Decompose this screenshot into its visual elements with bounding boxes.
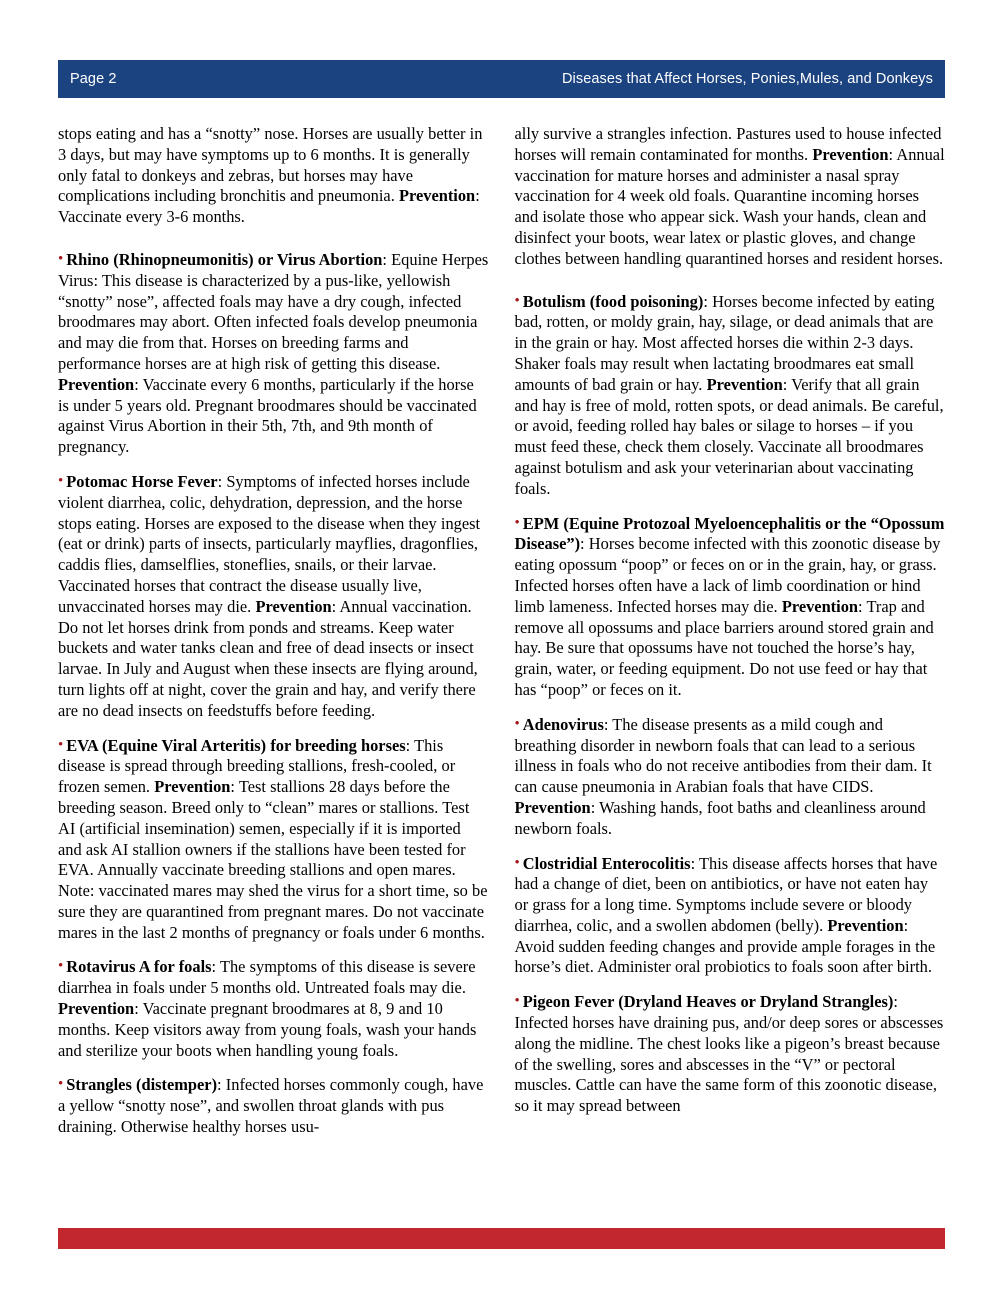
paragraph-continued-intro <box>58 124 489 228</box>
prevention-label: Prevention <box>781 596 859 616</box>
prevention-label: Prevention <box>58 999 135 1019</box>
disease-heading: Potomac Horse Fever <box>66 471 218 491</box>
prevention-text: : Trap and remove all opossums and place barriers around stored grain and hay. Be sure that opossums have not touched the horse’s hay, grain, water, or feeding equipment. Do not use feed or hay that has “poop” or feces on it. <box>514 596 934 699</box>
right-text-column <box>515 124 946 1209</box>
disease-heading: Rotavirus A for foals <box>66 957 212 977</box>
disease-heading: EPM (Equine Protozoal Myeloencephalitis or the “Opossum Disease”) <box>514 513 945 554</box>
paragraph-text: : The disease presents as a mild cough and breathing disorder in newborn foals that can lead to a serious illness in foals who do not receive antibodies from their dam. It can cause pneumonia in Arabian foals that have CIDS. <box>514 714 932 797</box>
prevention-text: : Test stallions 28 days before the breeding season. Breed only to “clean” mares or stallions. Test AI (artificial insemination) semen, especially if it is imported and ask AI stallion owners if the stallions have been tested for EVA. Annually vaccinate breeding stallions and open mares. Note: vaccinated mares may shed the virus for a short time, so be sure they are quarantined from pregnant mares. Do not vaccinate mares in the last 2 months of pregnancy or foals under 6 months. <box>58 777 488 942</box>
paragraph-text: : Symptoms of infected horses include violent diarrhea, colic, dehydration, depression, and the horse stops eating. Horses are exposed to the disease when they ingest (eat or drink) parts of insects, particularly mayflies, dragonflies, caddis flies, damselflies, stoneflies, snails, or their larvae. Vaccinated horses that contract the disease usually live, unvaccinated horses may die. <box>58 471 481 616</box>
prevention-label: Prevention <box>255 596 332 616</box>
bullet-icon: • <box>514 292 520 309</box>
prevention-text: : Vaccinate pregnant broodmares at 8, 9 and 10 months. Keep visitors away from young foals, wash your hands and sterilize your boots when handling young foals. <box>58 999 477 1060</box>
disease-heading: Pigeon Fever (Dryland Heaves or Dryland Strangles) <box>522 992 894 1012</box>
bullet-icon: • <box>514 715 520 732</box>
prevention-label: Prevention <box>154 777 231 797</box>
bullet-icon: • <box>514 514 520 531</box>
page-number-label: Page 2 <box>70 71 117 87</box>
paragraph-text: : This disease affects horses that have had a change of diet, been on antibiotics, or have not eaten hay or grass for a long time. Symptoms include severe or bloody diarrhea, colic, and a swollen abdomen (belly). <box>514 853 938 935</box>
prevention-label: Prevention <box>58 374 135 394</box>
bullet-icon: • <box>514 854 520 871</box>
paragraph-text: : Equine Herpes Virus: This disease is characterized by a pus-like, yellowish “snotty” nose”, affected foals may have a dry cough, infected broodmares may abort. Often infected foals develop pneumonia and may die from that. Horses on breeding farms and performance horses are at high risk of getting this disease. <box>58 249 489 373</box>
prevention-text: : Vaccinate every 6 months, particularly if the horse is under 5 years old. Pregnant broodmares should be vaccinated against Virus Abortion in their 5th, 7th, and 9th month of pregnancy. <box>58 374 477 457</box>
paragraph-pigeon-fever <box>515 992 946 1117</box>
document-title: Diseases that Affect Horses, Ponies,Mules, and Donkeys <box>561 71 933 87</box>
paragraph-clostridial-enterocolitis <box>515 854 946 979</box>
prevention-label: Prevention <box>514 797 591 817</box>
page-header-band <box>58 60 945 98</box>
paragraph-potomac-horse-fever <box>58 472 489 722</box>
paragraph-text: ally survive a strangles infection. Pastures used to house infected horses will remain contaminated for months. <box>514 124 942 164</box>
prevention-text: : Verify that all grain and hay is free of mold, rotten spots, or dead animals. Be careful, or avoid, feeding rolled hay bales or silage to horses – if you must feed these, check them closely. Vaccinate all broodmares against botulism and ask your veterinarian about vaccinating foals. <box>514 374 944 498</box>
paragraph-text: : This disease is spread through breeding stallions, fresh-cooled, or frozen semen. <box>58 735 456 797</box>
paragraph-text: : Infected horses commonly cough, have a yellow “snotty nose”, and swollen throat glands with pus draining. Otherwise healthy horses usu- <box>58 1075 484 1137</box>
paragraph-strangles <box>58 1075 489 1137</box>
bullet-icon: • <box>514 993 520 1010</box>
bullet-icon: • <box>58 1076 64 1093</box>
paragraph-text: : Infected horses have draining pus, and/or deep sores or abscesses along the midline. The chest looks like a pigeon’s breast because of the swelling, sores and abscesses in the “V” or pectoral muscles. Cattle can have the same form of this zoonotic disease, so it may spread between <box>514 992 944 1116</box>
page-footer-band <box>58 1228 945 1249</box>
prevention-label: Prevention <box>399 186 476 206</box>
bullet-icon: • <box>58 472 64 489</box>
paragraph-text: : The symptoms of this disease is severe diarrhea in foals under 5 months old. Untreated foals may die. <box>58 957 476 998</box>
bullet-icon: • <box>58 958 64 975</box>
prevention-label: Prevention <box>827 915 904 935</box>
prevention-text: : Annual vaccination for mature horses and administer a nasal spray vaccination for 4 week old foals. Quarantine incoming horses and isolate those who appear sick. Wash your hands, clean and disinfect your boots, wear latex or plastic gloves, and change clothes between handling quarantined horses and resident horses. <box>514 144 945 268</box>
disease-heading: Botulism (food poisoning) <box>522 291 704 311</box>
paragraph-epm <box>515 514 946 701</box>
bullet-icon: • <box>58 250 64 267</box>
paragraph-rhino <box>58 250 489 458</box>
paragraph-text: : Horses become infected by eating bad, rotten, or moldy grain, hay, silage, or dead animals that are in the grain or hay. Most affected horses die within 2-3 days. Shaker foals may result when lactating broodmares eat small amounts of bad grain or hay. <box>514 291 935 394</box>
paragraph-text: stops eating and has a “snotty” nose. Horses are usually better in 3 days, but may have symptoms up to 6 months. It is generally only fatal to donkeys and zebras, but horses may have complications including bronchitis and pneumonia. <box>58 124 483 206</box>
paragraph-adenovirus <box>515 715 946 840</box>
prevention-text: : Annual vaccination. Do not let horses drink from ponds and streams. Keep water buckets and water tanks clean and free of dead insects or insect larvae. In July and August when these insects are flying around, turn lights off at night, cover the grain and hay, and verify there are no dead insects on feedstuffs before feeding. <box>58 596 478 720</box>
paragraph-botulism <box>515 292 946 500</box>
paragraph-text: : Horses become infected with this zoonotic disease by eating opossum “poop” or feces on or in the grain, hay, or grass. Infected horses often have a lack of limb coordination or hind limb lameness. Infected horses may die. <box>514 534 941 616</box>
left-text-column <box>58 124 489 1209</box>
article-body <box>58 124 945 1209</box>
bullet-icon: • <box>58 736 64 753</box>
paragraph-eva <box>58 736 489 944</box>
prevention-label: Prevention <box>706 374 783 394</box>
paragraph-strangles-continued <box>515 124 946 270</box>
prevention-text: : Vaccinate every 3-6 months. <box>58 186 480 227</box>
prevention-label: Prevention <box>812 144 889 164</box>
prevention-text: : Washing hands, foot baths and cleanliness around newborn foals. <box>514 797 926 838</box>
disease-heading: Adenovirus <box>522 714 604 734</box>
paragraph-rotavirus-a <box>58 957 489 1061</box>
prevention-text: : Avoid sudden feeding changes and provide ample forages in the horse’s diet. Administer oral probiotics to foals soon after birth. <box>514 915 936 977</box>
disease-heading: EVA (Equine Viral Arteritis) for breeding horses <box>66 735 406 755</box>
disease-heading: Rhino (Rhinopneumonitis) or Virus Abortion <box>66 249 383 269</box>
disease-heading: Clostridial Enterocolitis <box>522 853 691 873</box>
disease-heading: Strangles (distemper) <box>66 1075 218 1095</box>
